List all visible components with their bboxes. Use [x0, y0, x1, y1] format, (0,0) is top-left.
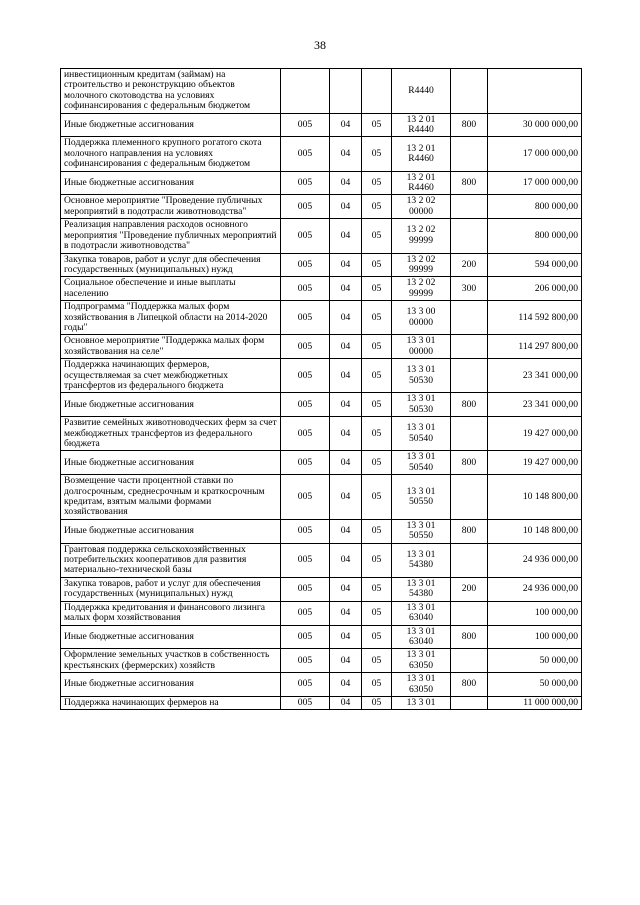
expense-type-cell — [451, 335, 488, 359]
ministry-code-cell: 005 — [281, 195, 330, 219]
target-article-cell: 13 3 01 — [392, 696, 451, 709]
amount-cell: 19 427 000,00 — [488, 417, 582, 451]
section-code-cell: 04 — [330, 451, 362, 475]
subsection-code-cell: 05 — [362, 393, 392, 417]
section-code-cell: 04 — [330, 417, 362, 451]
expense-type-cell: 800 — [451, 519, 488, 543]
subsection-code-cell: 05 — [362, 417, 392, 451]
row-name-cell: Иные бюджетные ассигнования — [61, 519, 281, 543]
table-row — [61, 335, 582, 359]
row-name-cell: Иные бюджетные ассигнования — [61, 113, 281, 137]
section-code-cell: 04 — [330, 137, 362, 171]
subsection-code-cell: 05 — [362, 195, 392, 219]
section-code-cell: 04 — [330, 393, 362, 417]
subsection-code-cell: 05 — [362, 359, 392, 393]
row-name-cell: Грантовая поддержка сельскохозяйственных потребительских кооперативов для развития материально-технической базы — [61, 543, 281, 577]
subsection-code-cell: 05 — [362, 696, 392, 709]
target-article-cell: 13 2 02 99999 — [392, 277, 451, 301]
subsection-code-cell: 05 — [362, 475, 392, 520]
ministry-code-cell: 005 — [281, 393, 330, 417]
target-article-cell: 13 3 01 50530 — [392, 359, 451, 393]
subsection-code-cell — [362, 69, 392, 114]
table-row — [61, 577, 582, 601]
subsection-code-cell: 05 — [362, 301, 392, 335]
subsection-code-cell: 05 — [362, 649, 392, 673]
target-article-cell: 13 2 02 99999 — [392, 253, 451, 277]
section-code-cell: 04 — [330, 113, 362, 137]
ministry-code-cell: 005 — [281, 359, 330, 393]
amount-cell: 23 341 000,00 — [488, 359, 582, 393]
target-article-cell: 13 2 02 00000 — [392, 195, 451, 219]
subsection-code-cell: 05 — [362, 543, 392, 577]
target-article-cell: 13 3 01 50550 — [392, 475, 451, 520]
subsection-code-cell: 05 — [362, 335, 392, 359]
target-article-cell: 13 3 01 50540 — [392, 417, 451, 451]
subsection-code-cell: 05 — [362, 219, 392, 253]
ministry-code-cell: 005 — [281, 277, 330, 301]
page-number: 38 — [314, 38, 326, 52]
table-row — [61, 649, 582, 673]
ministry-code-cell: 005 — [281, 673, 330, 697]
amount-cell: 17 000 000,00 — [488, 171, 582, 195]
subsection-code-cell: 05 — [362, 625, 392, 649]
amount-cell: 800 000,00 — [488, 219, 582, 253]
table-row — [61, 417, 582, 451]
row-name-cell: Развитие семейных животноводческих ферм за счет межбюджетных трансфертов из федерального бюджета — [61, 417, 281, 451]
table-row — [61, 113, 582, 137]
target-article-cell: 13 3 01 63040 — [392, 625, 451, 649]
amount-cell: 50 000,00 — [488, 673, 582, 697]
row-name-cell: Возмещение части процентной ставки по долгосрочным, среднесрочным и краткосрочным кредитам, взятым малыми формами хозяйствования — [61, 475, 281, 520]
target-article-cell: 13 3 01 50530 — [392, 393, 451, 417]
expense-type-cell — [451, 359, 488, 393]
section-code-cell: 04 — [330, 696, 362, 709]
expense-type-cell — [451, 649, 488, 673]
row-name-cell: Поддержка начинающих фермеров, осуществляемая за счет межбюджетных трансфертов из федерального бюджета — [61, 359, 281, 393]
section-code-cell: 04 — [330, 625, 362, 649]
amount-cell: 23 341 000,00 — [488, 393, 582, 417]
row-name-cell: инвестиционным кредитам (займам) на строительство и реконструкцию объектов молочного скотоводства на условиях софинансирования с федеральным бюджетом — [61, 69, 281, 114]
ministry-code-cell: 005 — [281, 649, 330, 673]
ministry-code-cell — [281, 69, 330, 114]
expense-type-cell: 200 — [451, 577, 488, 601]
table-row — [61, 519, 582, 543]
section-code-cell: 04 — [330, 475, 362, 520]
amount-cell: 100 000,00 — [488, 601, 582, 625]
section-code-cell: 04 — [330, 253, 362, 277]
target-article-cell: 13 2 01 R4460 — [392, 137, 451, 171]
amount-cell: 800 000,00 — [488, 195, 582, 219]
amount-cell: 10 148 800,00 — [488, 475, 582, 520]
subsection-code-cell: 05 — [362, 519, 392, 543]
row-name-cell: Социальное обеспечение и иные выплаты населению — [61, 277, 281, 301]
amount-cell: 30 000 000,00 — [488, 113, 582, 137]
target-article-cell: 13 2 01 R4460 — [392, 171, 451, 195]
section-code-cell: 04 — [330, 543, 362, 577]
expense-type-cell: 300 — [451, 277, 488, 301]
row-name-cell: Иные бюджетные ассигнования — [61, 171, 281, 195]
table-row — [61, 696, 582, 709]
ministry-code-cell: 005 — [281, 171, 330, 195]
subsection-code-cell: 05 — [362, 673, 392, 697]
section-code-cell: 04 — [330, 219, 362, 253]
table-row — [61, 171, 582, 195]
expense-type-cell — [451, 69, 488, 114]
ministry-code-cell: 005 — [281, 696, 330, 709]
amount-cell — [488, 69, 582, 114]
row-name-cell: Основное мероприятие "Проведение публичных мероприятий в подотрасли животноводства" — [61, 195, 281, 219]
row-name-cell: Поддержка племенного крупного рогатого скота молочного направления на условиях софинансирования с федеральным бюджетом — [61, 137, 281, 171]
expense-type-cell — [451, 696, 488, 709]
expense-type-cell: 800 — [451, 113, 488, 137]
ministry-code-cell: 005 — [281, 301, 330, 335]
section-code-cell: 04 — [330, 277, 362, 301]
expense-type-cell: 800 — [451, 673, 488, 697]
row-name-cell: Иные бюджетные ассигнования — [61, 393, 281, 417]
table-row — [61, 601, 582, 625]
ministry-code-cell: 005 — [281, 137, 330, 171]
subsection-code-cell: 05 — [362, 137, 392, 171]
target-article-cell: 13 3 00 00000 — [392, 301, 451, 335]
subsection-code-cell: 05 — [362, 451, 392, 475]
row-name-cell: Закупка товаров, работ и услуг для обеспечения государственных (муниципальных) нужд — [61, 577, 281, 601]
table-row — [61, 277, 582, 301]
expense-type-cell — [451, 543, 488, 577]
row-name-cell: Основное мероприятие "Поддержка малых форм хозяйствования на селе" — [61, 335, 281, 359]
row-name-cell: Иные бюджетные ассигнования — [61, 673, 281, 697]
ministry-code-cell: 005 — [281, 475, 330, 520]
row-name-cell: Подпрограмма "Поддержка малых форм хозяйствования в Липецкой области на 2014-2020 годы" — [61, 301, 281, 335]
target-article-cell: 13 3 01 50550 — [392, 519, 451, 543]
target-article-cell: 13 3 01 54380 — [392, 577, 451, 601]
amount-cell: 594 000,00 — [488, 253, 582, 277]
amount-cell: 24 936 000,00 — [488, 543, 582, 577]
expense-type-cell: 800 — [451, 451, 488, 475]
target-article-cell: 13 3 01 63050 — [392, 649, 451, 673]
expense-type-cell — [451, 301, 488, 335]
target-article-cell: 13 2 02 99999 — [392, 219, 451, 253]
table-row — [61, 359, 582, 393]
amount-cell: 10 148 800,00 — [488, 519, 582, 543]
table-row — [61, 219, 582, 253]
amount-cell: 206 000,00 — [488, 277, 582, 301]
target-article-cell: 13 3 01 63040 — [392, 601, 451, 625]
ministry-code-cell: 005 — [281, 219, 330, 253]
row-name-cell: Иные бюджетные ассигнования — [61, 625, 281, 649]
amount-cell: 100 000,00 — [488, 625, 582, 649]
table-row — [61, 543, 582, 577]
subsection-code-cell: 05 — [362, 171, 392, 195]
expense-type-cell — [451, 601, 488, 625]
section-code-cell: 04 — [330, 673, 362, 697]
subsection-code-cell: 05 — [362, 601, 392, 625]
ministry-code-cell: 005 — [281, 601, 330, 625]
table-row — [61, 673, 582, 697]
target-article-cell: 13 2 01 R4440 — [392, 113, 451, 137]
row-name-cell: Закупка товаров, работ и услуг для обеспечения государственных (муниципальных) нужд — [61, 253, 281, 277]
row-name-cell: Поддержка кредитования и финансового лизинга малых форм хозяйствования — [61, 601, 281, 625]
expense-type-cell — [451, 475, 488, 520]
table-row — [61, 195, 582, 219]
expense-type-cell — [451, 137, 488, 171]
subsection-code-cell: 05 — [362, 577, 392, 601]
amount-cell: 114 297 800,00 — [488, 335, 582, 359]
ministry-code-cell: 005 — [281, 519, 330, 543]
section-code-cell: 04 — [330, 335, 362, 359]
target-article-cell: 13 3 01 63050 — [392, 673, 451, 697]
expense-type-cell — [451, 219, 488, 253]
table-row — [61, 393, 582, 417]
table-row — [61, 451, 582, 475]
row-name-cell: Реализация направления расходов основного мероприятия "Проведение публичных мероприятий в подотрасли животноводства" — [61, 219, 281, 253]
section-code-cell: 04 — [330, 171, 362, 195]
row-name-cell: Оформление земельных участков в собственность крестьянских (фермерских) хозяйств — [61, 649, 281, 673]
ministry-code-cell: 005 — [281, 625, 330, 649]
section-code-cell: 04 — [330, 359, 362, 393]
section-code-cell: 04 — [330, 649, 362, 673]
expense-type-cell: 800 — [451, 625, 488, 649]
ministry-code-cell: 005 — [281, 113, 330, 137]
section-code-cell: 04 — [330, 195, 362, 219]
table-row — [61, 625, 582, 649]
row-name-cell: Иные бюджетные ассигнования — [61, 451, 281, 475]
expense-type-cell: 200 — [451, 253, 488, 277]
section-code-cell: 04 — [330, 519, 362, 543]
ministry-code-cell: 005 — [281, 253, 330, 277]
ministry-code-cell: 005 — [281, 577, 330, 601]
ministry-code-cell: 005 — [281, 543, 330, 577]
amount-cell: 50 000,00 — [488, 649, 582, 673]
section-code-cell: 04 — [330, 577, 362, 601]
budget-table-body — [61, 69, 582, 710]
table-row — [61, 69, 582, 114]
amount-cell: 19 427 000,00 — [488, 451, 582, 475]
table-row — [61, 253, 582, 277]
target-article-cell: R4440 — [392, 69, 451, 114]
section-code-cell: 04 — [330, 601, 362, 625]
ministry-code-cell: 005 — [281, 335, 330, 359]
row-name-cell: Поддержка начинающих фермеров на — [61, 696, 281, 709]
ministry-code-cell: 005 — [281, 451, 330, 475]
amount-cell: 114 592 800,00 — [488, 301, 582, 335]
expense-type-cell — [451, 195, 488, 219]
amount-cell: 11 000 000,00 — [488, 696, 582, 709]
amount-cell: 17 000 000,00 — [488, 137, 582, 171]
target-article-cell: 13 3 01 54380 — [392, 543, 451, 577]
section-code-cell: 04 — [330, 301, 362, 335]
table-row — [61, 301, 582, 335]
section-code-cell — [330, 69, 362, 114]
budget-table — [60, 68, 582, 710]
table-row — [61, 475, 582, 520]
subsection-code-cell: 05 — [362, 253, 392, 277]
expense-type-cell: 800 — [451, 393, 488, 417]
expense-type-cell — [451, 417, 488, 451]
ministry-code-cell: 005 — [281, 417, 330, 451]
amount-cell: 24 936 000,00 — [488, 577, 582, 601]
expense-type-cell: 800 — [451, 171, 488, 195]
subsection-code-cell: 05 — [362, 113, 392, 137]
target-article-cell: 13 3 01 00000 — [392, 335, 451, 359]
target-article-cell: 13 3 01 50540 — [392, 451, 451, 475]
subsection-code-cell: 05 — [362, 277, 392, 301]
table-row — [61, 137, 582, 171]
